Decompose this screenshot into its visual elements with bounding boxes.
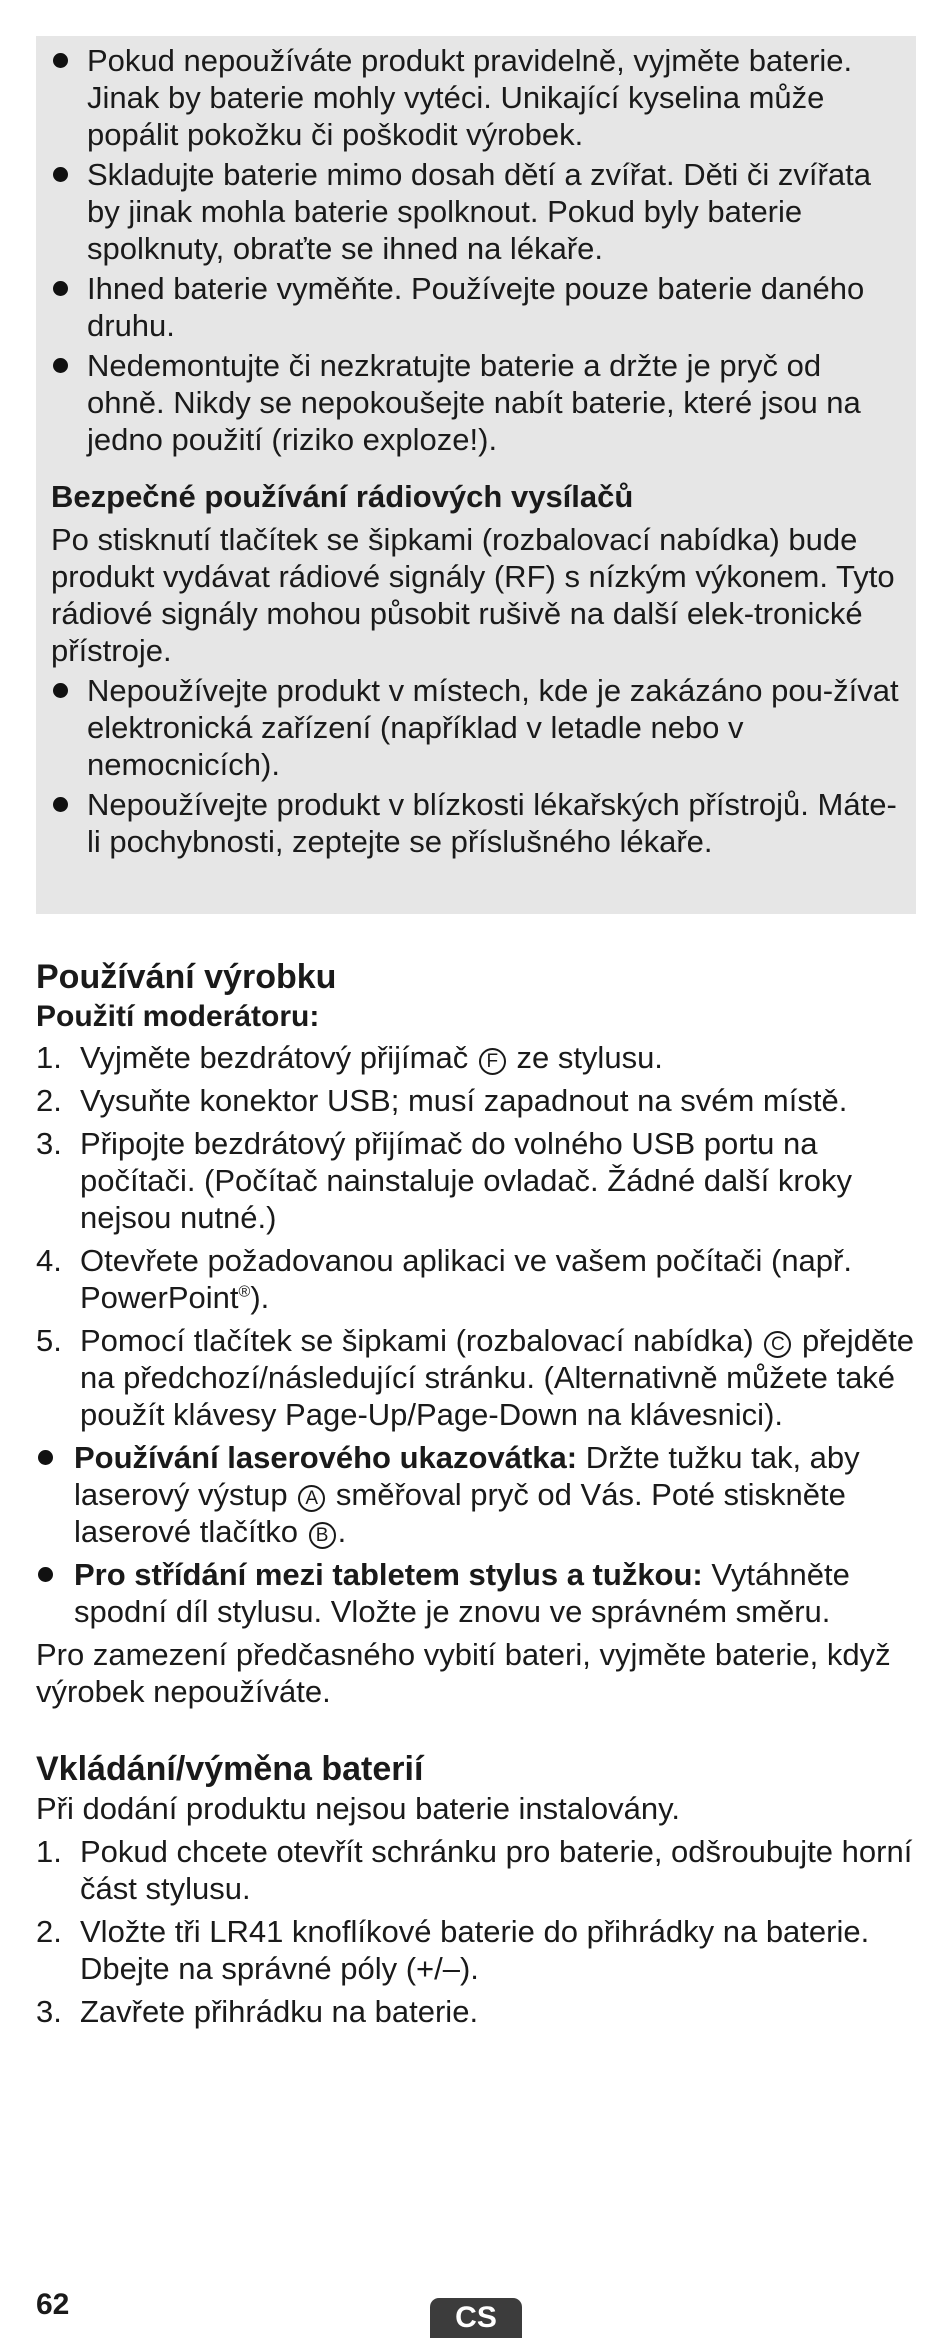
bullet-icon: [38, 1450, 53, 1465]
usage-section-title: Používání výrobku: [36, 958, 337, 996]
list-item: [51, 270, 902, 344]
step-number: 1.: [36, 1834, 62, 1869]
step-item: [36, 1322, 916, 1433]
list-item: [36, 1556, 916, 1630]
step-number: 4.: [36, 1243, 62, 1278]
page-number: 62: [36, 2288, 70, 2321]
safety-notice-box: [36, 36, 916, 914]
step-text: Zavřete přihrádku na baterie.: [80, 1994, 479, 2029]
circled-letter-f-icon: F: [479, 1048, 506, 1075]
step-number: 1.: [36, 1040, 62, 1075]
list-item-text: Nedemontujte či nezkratujte baterie a držte je pryč od ohně. Nikdy se nepokoušejte nabít baterie, které jsou na jedno použití (riziko exploze!).: [87, 348, 861, 457]
laser-label: Používání laserového ukazovátka:: [74, 1440, 578, 1475]
step-text: Připojte bezdrátový přijímač do volného USB portu na počítači. (Počítač nainstaluje ovladač. Žádné další kroky nejsou nutné.): [80, 1126, 852, 1235]
circled-letter-c-icon: C: [764, 1331, 791, 1358]
step-item: [36, 1833, 916, 1907]
list-item: [51, 672, 902, 783]
bullet-icon: [53, 281, 68, 296]
language-tab: CS: [430, 2298, 522, 2338]
bullet-icon: [38, 1567, 53, 1582]
main-content: [36, 956, 916, 2036]
list-item-text: Ihned baterie vyměňte. Používejte pouze baterie daného druhu.: [87, 271, 865, 343]
step-number: 2.: [36, 1914, 62, 1949]
radio-safety-heading: Bezpečné používání rádiových vysílačů: [51, 479, 634, 514]
list-item: [51, 156, 902, 267]
bullet-icon: [53, 358, 68, 373]
step-number: 5.: [36, 1323, 62, 1358]
step-text: ze stylusu.: [516, 1040, 663, 1075]
step-text: Vyjměte bezdrátový přijímač: [80, 1040, 469, 1075]
step-item: [36, 1913, 916, 1987]
radio-safety-paragraph: Po stisknutí tlačítek se šipkami (rozbalovací nabídka) bude produkt vydávat rádiové signály (RF) s nízkým výkonem. Tyto rádiové signály mohou působit rušivě na další elek-tronické přístroje.: [51, 522, 895, 668]
bullet-icon: [53, 167, 68, 182]
circled-letter-a-icon: A: [298, 1485, 325, 1512]
bullet-icon: [53, 797, 68, 812]
laser-text: Držte tužku tak, aby laserový výstup: [74, 1440, 860, 1512]
laser-text: směřoval pryč od Vás. Poté stiskněte laserové tlačítko: [74, 1477, 846, 1549]
step-number: 2.: [36, 1083, 62, 1118]
step-item: [36, 1993, 916, 2030]
batteries-section: [36, 1748, 916, 2030]
step-text: Pokud chcete otevřít schránku pro baterie, odšroubujte horní část stylusu.: [80, 1834, 913, 1906]
step-item: [36, 1125, 916, 1236]
step-number: 3.: [36, 1126, 62, 1161]
list-item-text: Nepoužívejte produkt v místech, kde je zakázáno pou-žívat elektronická zařízení (například v letadle nebo v nemocnicích).: [87, 673, 899, 782]
step-item: [36, 1082, 916, 1119]
registered-mark: ®: [238, 1283, 251, 1301]
battery-note: Pro zamezení předčasného vybití bateri, vyjměte baterie, když výrobek nepoužíváte.: [36, 1637, 891, 1709]
list-item: [51, 42, 902, 153]
bullet-icon: [53, 683, 68, 698]
step-text: přejděte na předchozí/následující stránku. (Alternativně můžete také použít klávesy Page-Up/Page-Down na klávesnici).: [80, 1323, 914, 1432]
batteries-intro: Při dodání produktu nejsou baterie instalovány.: [36, 1791, 680, 1826]
list-item-text: Nepoužívejte produkt v blízkosti lékařských přístrojů. Máte-li pochybnosti, zeptejte se příslušného lékaře.: [87, 787, 897, 859]
circled-letter-b-icon: B: [309, 1522, 336, 1549]
step-text: Pomocí tlačítek se šipkami (rozbalovací nabídka): [80, 1323, 754, 1358]
step-text: Vysuňte konektor USB; musí zapadnout na svém místě.: [80, 1083, 848, 1118]
step-number: 3.: [36, 1994, 62, 2029]
list-item: [51, 347, 902, 458]
laser-text: .: [337, 1514, 347, 1549]
moderator-subtitle: Použití moderátoru:: [36, 1000, 320, 1033]
list-item-text: Pokud nepoužíváte produkt pravidelně, vyjměte baterie. Jinak by baterie mohly vytéci. Unikající kyselina může popálit pokožku či poškodit výrobek.: [87, 43, 853, 152]
list-item-text: Skladujte baterie mimo dosah dětí a zvířat. Děti či zvířata by jinak mohla baterie spolknout. Pokud byly baterie spolknuty, obraťte se ihned na lékaře.: [87, 157, 871, 266]
batteries-section-title: Vkládání/výměna baterií: [36, 1750, 424, 1788]
list-item: [36, 1439, 916, 1550]
bullet-icon: [53, 53, 68, 68]
step-item: [36, 1039, 916, 1076]
step-text: Otevřete požadovanou aplikaci ve vašem počítači (např. PowerPoint: [80, 1243, 852, 1315]
switch-text: Vytáhněte spodní díl stylusu. Vložte je znovu ve správném směru.: [74, 1557, 850, 1629]
step-item: [36, 1242, 916, 1316]
step-text: Vložte tři LR41 knoflíkové baterie do přihrádky na baterie. Dbejte na správné póly (+/–).: [80, 1914, 870, 1986]
step-text: ).: [250, 1280, 270, 1315]
switch-label: Pro střídání mezi tabletem stylus a tužkou:: [74, 1557, 703, 1592]
list-item: [51, 786, 902, 860]
